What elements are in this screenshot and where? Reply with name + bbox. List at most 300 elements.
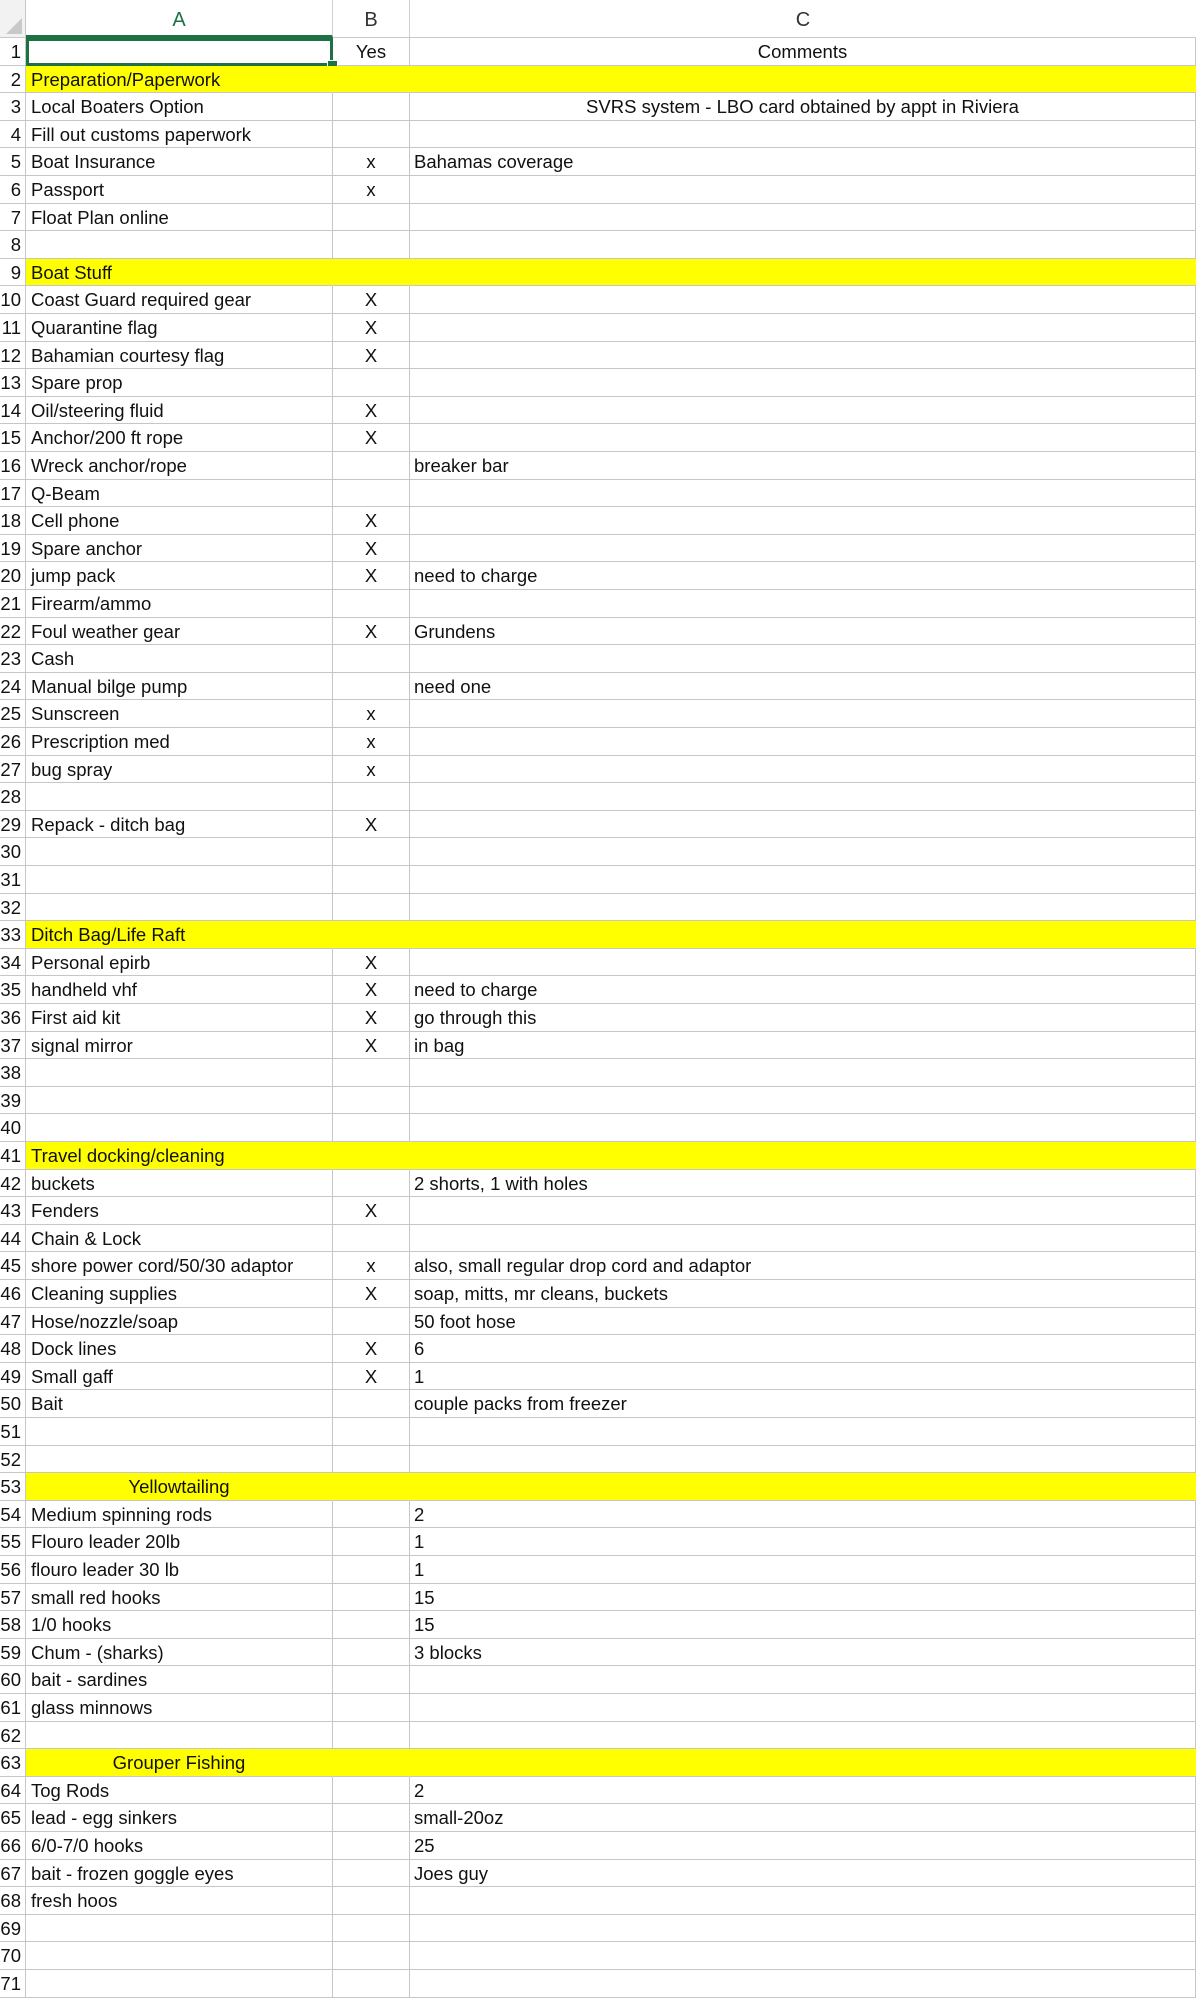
item-cell[interactable]: Anchor/200 ft rope [26, 424, 333, 452]
row-number[interactable]: 45 [0, 1252, 26, 1280]
yes-cell[interactable] [333, 1114, 410, 1142]
comment-cell[interactable] [410, 949, 1196, 977]
comment-cell[interactable] [410, 783, 1196, 811]
comment-cell[interactable] [410, 838, 1196, 866]
comment-cell[interactable] [410, 1114, 1196, 1142]
comment-cell[interactable] [410, 397, 1196, 425]
table-row [0, 1390, 1196, 1418]
yes-cell[interactable] [333, 93, 410, 121]
yes-cell[interactable] [333, 204, 410, 232]
comment-cell[interactable] [410, 1225, 1196, 1253]
comment-cell[interactable] [410, 1418, 1196, 1446]
row-number[interactable]: 11 [0, 314, 26, 342]
row-number[interactable]: 17 [0, 480, 26, 508]
yes-cell[interactable] [333, 1501, 410, 1529]
row-number[interactable]: 6 [0, 176, 26, 204]
yes-cell[interactable]: X [333, 535, 410, 563]
yes-cell[interactable] [333, 1777, 410, 1805]
row-number[interactable]: 5 [0, 148, 26, 176]
comment-cell[interactable]: 15 [410, 1611, 1196, 1639]
row-number[interactable]: 49 [0, 1363, 26, 1391]
item-cell[interactable] [26, 1418, 333, 1446]
comment-cell[interactable]: need to charge [410, 976, 1196, 1004]
row-number[interactable]: 47 [0, 1308, 26, 1336]
row-number[interactable]: 13 [0, 369, 26, 397]
item-cell[interactable]: Prescription med [26, 728, 333, 756]
item-cell[interactable]: Cleaning supplies [26, 1280, 333, 1308]
item-cell[interactable]: bait - sardines [26, 1666, 333, 1694]
row-number[interactable]: 65 [0, 1804, 26, 1832]
row-number[interactable]: 20 [0, 562, 26, 590]
item-cell[interactable]: Bahamian courtesy flag [26, 342, 333, 370]
yes-cell[interactable]: X [333, 1032, 410, 1060]
item-cell[interactable] [26, 1942, 333, 1970]
yes-cell[interactable] [333, 369, 410, 397]
comment-cell[interactable]: 25 [410, 1832, 1196, 1860]
item-cell[interactable]: Hose/nozzle/soap [26, 1308, 333, 1336]
section-header-row [0, 1473, 1196, 1501]
row-number[interactable]: 33 [0, 921, 26, 949]
comment-cell[interactable] [410, 866, 1196, 894]
table-row [0, 562, 1196, 590]
item-cell[interactable] [26, 1087, 333, 1115]
yes-column-header-cell[interactable]: Yes [333, 38, 410, 66]
row-number[interactable]: 25 [0, 700, 26, 728]
item-cell[interactable] [26, 894, 333, 922]
yes-cell[interactable] [333, 1639, 410, 1667]
comment-cell[interactable]: go through this [410, 1004, 1196, 1032]
row-number[interactable]: 34 [0, 949, 26, 977]
row-number[interactable]: 71 [0, 1970, 26, 1998]
yes-cell[interactable] [333, 783, 410, 811]
yes-cell[interactable]: X [333, 314, 410, 342]
yes-cell[interactable] [333, 452, 410, 480]
item-cell[interactable]: Sunscreen [26, 700, 333, 728]
item-cell[interactable]: glass minnows [26, 1694, 333, 1722]
yes-cell[interactable]: x [333, 700, 410, 728]
yes-cell[interactable] [333, 1418, 410, 1446]
comment-cell[interactable] [410, 1666, 1196, 1694]
row-number[interactable]: 41 [0, 1142, 26, 1170]
yes-cell[interactable] [333, 1473, 410, 1501]
yes-cell[interactable] [333, 1584, 410, 1612]
comment-cell[interactable] [410, 1446, 1196, 1474]
comment-cell[interactable] [410, 1694, 1196, 1722]
table-row [0, 1501, 1196, 1529]
item-cell[interactable]: Tog Rods [26, 1777, 333, 1805]
item-cell[interactable] [26, 783, 333, 811]
table-row [0, 1639, 1196, 1667]
yes-cell[interactable] [333, 1804, 410, 1832]
comment-cell[interactable] [410, 369, 1196, 397]
comment-cell[interactable]: need one [410, 673, 1196, 701]
yes-cell[interactable] [333, 1970, 410, 1998]
yes-cell[interactable] [333, 66, 410, 94]
cell-a1-selected[interactable] [26, 38, 333, 66]
section-header-row [0, 1142, 1196, 1170]
row-number[interactable]: 61 [0, 1694, 26, 1722]
comment-cell[interactable] [410, 590, 1196, 618]
comment-cell[interactable] [410, 231, 1196, 259]
comment-cell[interactable]: in bag [410, 1032, 1196, 1060]
item-cell[interactable]: Oil/steering fluid [26, 397, 333, 425]
item-cell[interactable]: Medium spinning rods [26, 1501, 333, 1529]
item-cell[interactable] [26, 866, 333, 894]
section-title-cell[interactable]: Grouper Fishing [26, 1749, 333, 1777]
row-number[interactable]: 69 [0, 1915, 26, 1943]
row-number[interactable]: 43 [0, 1197, 26, 1225]
comment-cell[interactable] [410, 1087, 1196, 1115]
row-number[interactable]: 56 [0, 1556, 26, 1584]
comment-cell[interactable] [410, 645, 1196, 673]
yes-cell[interactable]: X [333, 949, 410, 977]
row-number[interactable]: 15 [0, 424, 26, 452]
comment-cell[interactable]: breaker bar [410, 452, 1196, 480]
row-number[interactable]: 36 [0, 1004, 26, 1032]
row-number[interactable]: 32 [0, 894, 26, 922]
yes-cell[interactable] [333, 921, 410, 949]
yes-cell[interactable] [333, 1142, 410, 1170]
row-number[interactable]: 19 [0, 535, 26, 563]
item-cell[interactable]: Bait [26, 1390, 333, 1418]
table-row [0, 1170, 1196, 1198]
item-cell[interactable] [26, 1059, 333, 1087]
yes-cell[interactable] [333, 590, 410, 618]
item-cell[interactable]: Personal epirb [26, 949, 333, 977]
row-number[interactable]: 66 [0, 1832, 26, 1860]
comment-cell[interactable] [410, 1059, 1196, 1087]
section-title-cell[interactable]: Boat Stuff [26, 259, 333, 287]
comment-cell[interactable]: 15 [410, 1584, 1196, 1612]
item-cell[interactable]: Coast Guard required gear [26, 286, 333, 314]
yes-cell[interactable] [333, 894, 410, 922]
comment-cell[interactable] [410, 204, 1196, 232]
row-number[interactable]: 31 [0, 866, 26, 894]
comment-cell[interactable] [410, 1915, 1196, 1943]
yes-cell[interactable]: x [333, 148, 410, 176]
yes-cell[interactable]: X [333, 397, 410, 425]
section-title-cell[interactable]: Yellowtailing [26, 1473, 333, 1501]
yes-cell[interactable] [333, 1225, 410, 1253]
row-number[interactable]: 44 [0, 1225, 26, 1253]
comment-cell[interactable]: 2 [410, 1777, 1196, 1805]
item-cell[interactable]: jump pack [26, 562, 333, 590]
row-number[interactable]: 63 [0, 1749, 26, 1777]
comment-cell[interactable]: 1 [410, 1528, 1196, 1556]
comment-cell[interactable]: 2 shorts, 1 with holes [410, 1170, 1196, 1198]
row-number[interactable]: 21 [0, 590, 26, 618]
yes-cell[interactable] [333, 1887, 410, 1915]
comment-cell[interactable]: need to charge [410, 562, 1196, 590]
yes-cell[interactable]: X [333, 507, 410, 535]
item-cell[interactable]: 1/0 hooks [26, 1611, 333, 1639]
yes-cell[interactable]: X [333, 424, 410, 452]
row-number[interactable]: 38 [0, 1059, 26, 1087]
row-number[interactable]: 26 [0, 728, 26, 756]
row-number[interactable]: 46 [0, 1280, 26, 1308]
item-cell[interactable]: Firearm/ammo [26, 590, 333, 618]
comment-cell[interactable]: also, small regular drop cord and adaptor [410, 1252, 1196, 1280]
comment-cell[interactable]: 50 foot hose [410, 1308, 1196, 1336]
row-number[interactable]: 16 [0, 452, 26, 480]
item-cell[interactable]: Quarantine flag [26, 314, 333, 342]
comment-cell[interactable]: Joes guy [410, 1860, 1196, 1888]
comment-cell[interactable] [410, 507, 1196, 535]
section-title-cell[interactable]: Travel docking/cleaning [26, 1142, 333, 1170]
item-cell[interactable]: Spare anchor [26, 535, 333, 563]
yes-cell[interactable] [333, 259, 410, 287]
yes-cell[interactable]: X [333, 618, 410, 646]
row-number[interactable]: 42 [0, 1170, 26, 1198]
comment-cell[interactable]: SVRS system - LBO card obtained by appt in Riviera [410, 93, 1196, 121]
item-cell[interactable] [26, 1446, 333, 1474]
yes-cell[interactable]: X [333, 342, 410, 370]
comment-cell[interactable] [410, 700, 1196, 728]
row-number[interactable]: 54 [0, 1501, 26, 1529]
item-cell[interactable]: Fill out customs paperwork [26, 121, 333, 149]
select-all-corner[interactable] [0, 0, 26, 38]
item-cell[interactable]: Boat Insurance [26, 148, 333, 176]
yes-cell[interactable] [333, 1528, 410, 1556]
yes-cell[interactable]: X [333, 976, 410, 1004]
row-number[interactable]: 58 [0, 1611, 26, 1639]
column-header-a[interactable]: A [26, 0, 333, 38]
item-cell[interactable]: Passport [26, 176, 333, 204]
item-cell[interactable]: Cell phone [26, 507, 333, 535]
item-cell[interactable] [26, 231, 333, 259]
row-number[interactable]: 55 [0, 1528, 26, 1556]
comment-cell[interactable] [410, 921, 1196, 949]
item-cell[interactable]: bait - frozen goggle eyes [26, 1860, 333, 1888]
row-number[interactable]: 40 [0, 1114, 26, 1142]
item-cell[interactable]: Chain & Lock [26, 1225, 333, 1253]
comment-cell[interactable]: 6 [410, 1335, 1196, 1363]
yes-cell[interactable] [333, 1942, 410, 1970]
comment-cell[interactable]: small-20oz [410, 1804, 1196, 1832]
item-cell[interactable]: Float Plan online [26, 204, 333, 232]
comment-cell[interactable] [410, 424, 1196, 452]
yes-cell[interactable]: x [333, 176, 410, 204]
yes-cell[interactable] [333, 866, 410, 894]
row-number[interactable]: 52 [0, 1446, 26, 1474]
yes-cell[interactable]: X [333, 1280, 410, 1308]
column-header-c[interactable]: C [410, 0, 1196, 38]
comment-cell[interactable] [410, 756, 1196, 784]
comment-cell[interactable] [410, 1473, 1196, 1501]
yes-cell[interactable] [333, 1722, 410, 1750]
item-cell[interactable]: Chum - (sharks) [26, 1639, 333, 1667]
row-number[interactable]: 29 [0, 811, 26, 839]
yes-cell[interactable]: X [333, 1004, 410, 1032]
yes-cell[interactable] [333, 1556, 410, 1584]
row-number[interactable]: 51 [0, 1418, 26, 1446]
item-cell[interactable]: Local Boaters Option [26, 93, 333, 121]
yes-cell[interactable] [333, 1087, 410, 1115]
yes-cell[interactable] [333, 838, 410, 866]
comment-cell[interactable]: Bahamas coverage [410, 148, 1196, 176]
yes-cell[interactable] [333, 1170, 410, 1198]
column-header-b[interactable]: B [333, 0, 410, 38]
row-number[interactable]: 30 [0, 838, 26, 866]
comment-cell[interactable]: soap, mitts, mr cleans, buckets [410, 1280, 1196, 1308]
yes-cell[interactable]: X [333, 811, 410, 839]
table-row [0, 1308, 1196, 1336]
yes-cell[interactable] [333, 1860, 410, 1888]
yes-cell[interactable] [333, 1749, 410, 1777]
comment-cell[interactable] [410, 1887, 1196, 1915]
row-number[interactable]: 53 [0, 1473, 26, 1501]
yes-cell[interactable] [333, 1694, 410, 1722]
row-number[interactable]: 67 [0, 1860, 26, 1888]
item-cell[interactable]: shore power cord/50/30 adaptor [26, 1252, 333, 1280]
comment-cell[interactable] [410, 1942, 1196, 1970]
row-number[interactable]: 23 [0, 645, 26, 673]
item-cell[interactable]: Repack - ditch bag [26, 811, 333, 839]
item-cell[interactable]: flouro leader 30 lb [26, 1556, 333, 1584]
item-cell[interactable] [26, 1915, 333, 1943]
yes-cell[interactable]: X [333, 1363, 410, 1391]
item-cell[interactable]: Foul weather gear [26, 618, 333, 646]
comment-cell[interactable] [410, 728, 1196, 756]
row-number[interactable]: 62 [0, 1722, 26, 1750]
item-cell[interactable]: Q-Beam [26, 480, 333, 508]
row-number[interactable]: 48 [0, 1335, 26, 1363]
comment-cell[interactable] [410, 259, 1196, 287]
row-number[interactable]: 35 [0, 976, 26, 1004]
comment-cell[interactable] [410, 894, 1196, 922]
item-cell[interactable] [26, 1970, 333, 1998]
yes-cell[interactable]: x [333, 1252, 410, 1280]
yes-cell[interactable] [333, 1611, 410, 1639]
row-number[interactable]: 10 [0, 286, 26, 314]
comment-cell[interactable]: 1 [410, 1363, 1196, 1391]
row-number[interactable]: 7 [0, 204, 26, 232]
yes-cell[interactable] [333, 1832, 410, 1860]
item-cell[interactable]: fresh hoos [26, 1887, 333, 1915]
item-cell[interactable]: handheld vhf [26, 976, 333, 1004]
yes-cell[interactable]: x [333, 728, 410, 756]
row-number[interactable]: 4 [0, 121, 26, 149]
comment-cell[interactable] [410, 286, 1196, 314]
yes-cell[interactable] [333, 1915, 410, 1943]
comment-cell[interactable]: couple packs from freezer [410, 1390, 1196, 1418]
item-cell[interactable]: Small gaff [26, 1363, 333, 1391]
comment-cell[interactable] [410, 535, 1196, 563]
yes-cell[interactable] [333, 645, 410, 673]
item-cell[interactable]: First aid kit [26, 1004, 333, 1032]
table-row [0, 1722, 1196, 1750]
row-number[interactable]: 18 [0, 507, 26, 535]
yes-cell[interactable]: X [333, 1335, 410, 1363]
item-cell[interactable]: Flouro leader 20lb [26, 1528, 333, 1556]
yes-cell[interactable] [333, 1666, 410, 1694]
item-cell[interactable]: bug spray [26, 756, 333, 784]
yes-cell[interactable]: X [333, 1197, 410, 1225]
comment-cell[interactable]: 2 [410, 1501, 1196, 1529]
comment-cell[interactable]: Grundens [410, 618, 1196, 646]
row-number[interactable]: 24 [0, 673, 26, 701]
comment-cell[interactable] [410, 342, 1196, 370]
table-row [0, 1335, 1196, 1363]
comment-cell[interactable] [410, 1722, 1196, 1750]
yes-cell[interactable] [333, 673, 410, 701]
row-number[interactable]: 59 [0, 1639, 26, 1667]
yes-cell[interactable] [333, 121, 410, 149]
row-number[interactable]: 3 [0, 93, 26, 121]
comment-cell[interactable] [410, 176, 1196, 204]
item-cell[interactable] [26, 1114, 333, 1142]
yes-cell[interactable] [333, 480, 410, 508]
row-number[interactable]: 60 [0, 1666, 26, 1694]
comment-cell[interactable] [410, 66, 1196, 94]
row-number[interactable]: 1 [0, 38, 26, 66]
row-number[interactable]: 57 [0, 1584, 26, 1612]
yes-cell[interactable] [333, 1446, 410, 1474]
row-number[interactable]: 9 [0, 259, 26, 287]
item-cell[interactable]: 6/0-7/0 hooks [26, 1832, 333, 1860]
item-cell[interactable]: buckets [26, 1170, 333, 1198]
yes-cell[interactable]: X [333, 286, 410, 314]
row-number[interactable]: 12 [0, 342, 26, 370]
row-number[interactable]: 2 [0, 66, 26, 94]
row-number[interactable]: 8 [0, 231, 26, 259]
yes-cell[interactable]: X [333, 562, 410, 590]
table-row [0, 452, 1196, 480]
yes-cell[interactable] [333, 231, 410, 259]
comments-column-header-cell[interactable]: Comments [410, 38, 1196, 66]
row-number[interactable]: 28 [0, 783, 26, 811]
comment-cell[interactable] [410, 480, 1196, 508]
item-cell[interactable]: Spare prop [26, 369, 333, 397]
item-cell[interactable] [26, 838, 333, 866]
yes-cell[interactable] [333, 1390, 410, 1418]
row-number[interactable]: 39 [0, 1087, 26, 1115]
item-cell[interactable]: Wreck anchor/rope [26, 452, 333, 480]
item-cell[interactable]: lead - egg sinkers [26, 1804, 333, 1832]
row-number[interactable]: 68 [0, 1887, 26, 1915]
comment-cell[interactable] [410, 1749, 1196, 1777]
section-title-cell[interactable]: Ditch Bag/Life Raft [26, 921, 333, 949]
section-title-cell[interactable]: Preparation/Paperwork [26, 66, 333, 94]
item-cell[interactable]: Manual bilge pump [26, 673, 333, 701]
yes-cell[interactable] [333, 1308, 410, 1336]
comment-cell[interactable] [410, 314, 1196, 342]
item-cell[interactable]: signal mirror [26, 1032, 333, 1060]
row-number[interactable]: 64 [0, 1777, 26, 1805]
comment-cell[interactable] [410, 1197, 1196, 1225]
yes-cell[interactable]: x [333, 756, 410, 784]
item-cell[interactable]: Fenders [26, 1197, 333, 1225]
item-cell[interactable]: Cash [26, 645, 333, 673]
comment-cell[interactable] [410, 811, 1196, 839]
row-number[interactable]: 14 [0, 397, 26, 425]
item-cell[interactable] [26, 1722, 333, 1750]
comment-cell[interactable]: 1 [410, 1556, 1196, 1584]
comment-cell[interactable] [410, 1142, 1196, 1170]
yes-cell[interactable] [333, 1059, 410, 1087]
comment-cell[interactable] [410, 1970, 1196, 1998]
row-number[interactable]: 37 [0, 1032, 26, 1060]
comment-cell[interactable] [410, 121, 1196, 149]
item-cell[interactable]: Dock lines [26, 1335, 333, 1363]
table-row [0, 121, 1196, 149]
row-number[interactable]: 70 [0, 1942, 26, 1970]
row-number[interactable]: 22 [0, 618, 26, 646]
comment-cell[interactable]: 3 blocks [410, 1639, 1196, 1667]
row-number[interactable]: 27 [0, 756, 26, 784]
row-number[interactable]: 50 [0, 1390, 26, 1418]
item-cell[interactable]: small red hooks [26, 1584, 333, 1612]
